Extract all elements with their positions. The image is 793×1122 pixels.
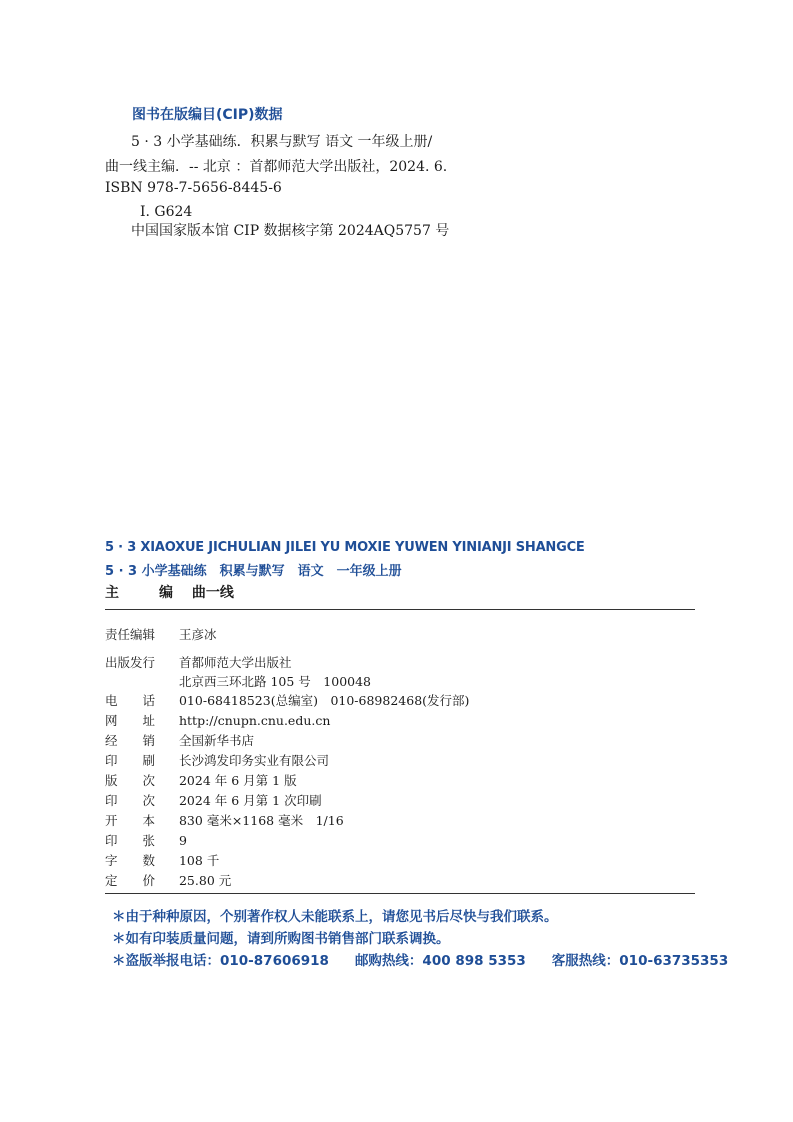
- detail-label: 字 数: [105, 853, 156, 868]
- detail-label: 定 价: [105, 873, 156, 888]
- detail-value: 首都师范大学出版社: [178, 655, 292, 670]
- detail-value: 2024 年 6 月第 1 次印刷: [178, 793, 322, 808]
- cip-line-classification: Ⅰ. G624: [140, 204, 193, 220]
- detail-label: 印 张: [105, 833, 156, 848]
- cip-line-isbn: ISBN 978-7-5656-8445-6: [105, 180, 282, 196]
- divider-top: [105, 609, 695, 610]
- chief-editor-row: [105, 582, 234, 602]
- detail-value: 9: [178, 833, 187, 848]
- detail-value: 830 毫米×1168 毫米 1/16: [178, 813, 344, 828]
- detail-row-address: [105, 672, 371, 690]
- detail-label: 开 本: [105, 813, 156, 828]
- detail-row-word-count: [105, 851, 219, 869]
- detail-row-printer: [105, 751, 329, 769]
- detail-value: 25.80 元: [178, 873, 232, 888]
- detail-value: 全国新华书店: [178, 733, 254, 748]
- notice-quality: ＊如有印装质量问题，请到所购图书销售部门联系调换。: [112, 931, 450, 947]
- detail-row-price: [105, 871, 231, 889]
- chief-editor-value: 曲一线: [191, 585, 234, 601]
- cip-line-record: 中国国家版本馆 CIP 数据核字第 2024AQ5757 号: [131, 223, 450, 239]
- detail-label: 出版发行: [105, 655, 156, 670]
- detail-label: 电 话: [105, 693, 156, 708]
- detail-value: 2024 年 6 月第 1 版: [178, 773, 297, 788]
- hotline-service: 客服热线：010-63735353: [551, 953, 729, 969]
- cip-line-editor: 曲一线主编．-- 北京 ：首都师范大学出版社，2024. 6.: [105, 159, 448, 175]
- detail-row-distributor: [105, 731, 254, 749]
- detail-row-sheets: [105, 831, 187, 849]
- notice-hotlines: [112, 949, 728, 969]
- hotline-piracy: ＊盗版举报电话：010-87606918: [112, 953, 329, 969]
- detail-value: 长沙鸿发印务实业有限公司: [178, 753, 329, 768]
- chief-editor-label: 主 编: [105, 585, 177, 601]
- detail-label: 版 次: [105, 773, 156, 788]
- detail-row-responsible-editor: [105, 625, 217, 643]
- detail-row-printing: [105, 791, 322, 809]
- detail-label: 责任编辑: [105, 627, 156, 642]
- notice-copyright: ＊由于种种原因，个别著作权人未能联系上，请您见书后尽快与我们联系。: [112, 909, 558, 925]
- cip-line-title: 5 · 3 小学基础练．积累与默写 语文 一年级上册/: [131, 134, 433, 150]
- hotline-order: 邮购热线：400 898 5353: [354, 953, 526, 969]
- book-title-pinyin: 5 · 3 XIAOXUE JICHULIAN JILEI YU MOXIE YUWEN YINIANJI SHANGCE: [105, 540, 585, 555]
- detail-row-format: [105, 811, 344, 829]
- detail-label: 印 刷: [105, 753, 156, 768]
- detail-value: http://cnupn.cnu.edu.cn: [178, 713, 331, 728]
- detail-row-edition: [105, 771, 297, 789]
- detail-row-phone: [105, 691, 469, 709]
- cip-title: 图书在版编目(CIP)数据: [132, 107, 283, 123]
- detail-value: 北京西三环北路 105 号 100048: [178, 674, 372, 689]
- detail-label: 网 址: [105, 713, 156, 728]
- detail-row-website: [105, 711, 330, 729]
- book-title-chinese: 5 · 3 小学基础练 积累与默写 语文 一年级上册: [105, 564, 402, 579]
- detail-value: 王彦冰: [178, 627, 217, 642]
- detail-label: 经 销: [105, 733, 156, 748]
- detail-value: 010-68418523(总编室) 010-68982468(发行部): [178, 693, 470, 708]
- detail-label: 印 次: [105, 793, 156, 808]
- detail-row-publisher: [105, 653, 292, 671]
- divider-bottom: [105, 893, 695, 894]
- detail-value: 108 千: [178, 853, 220, 868]
